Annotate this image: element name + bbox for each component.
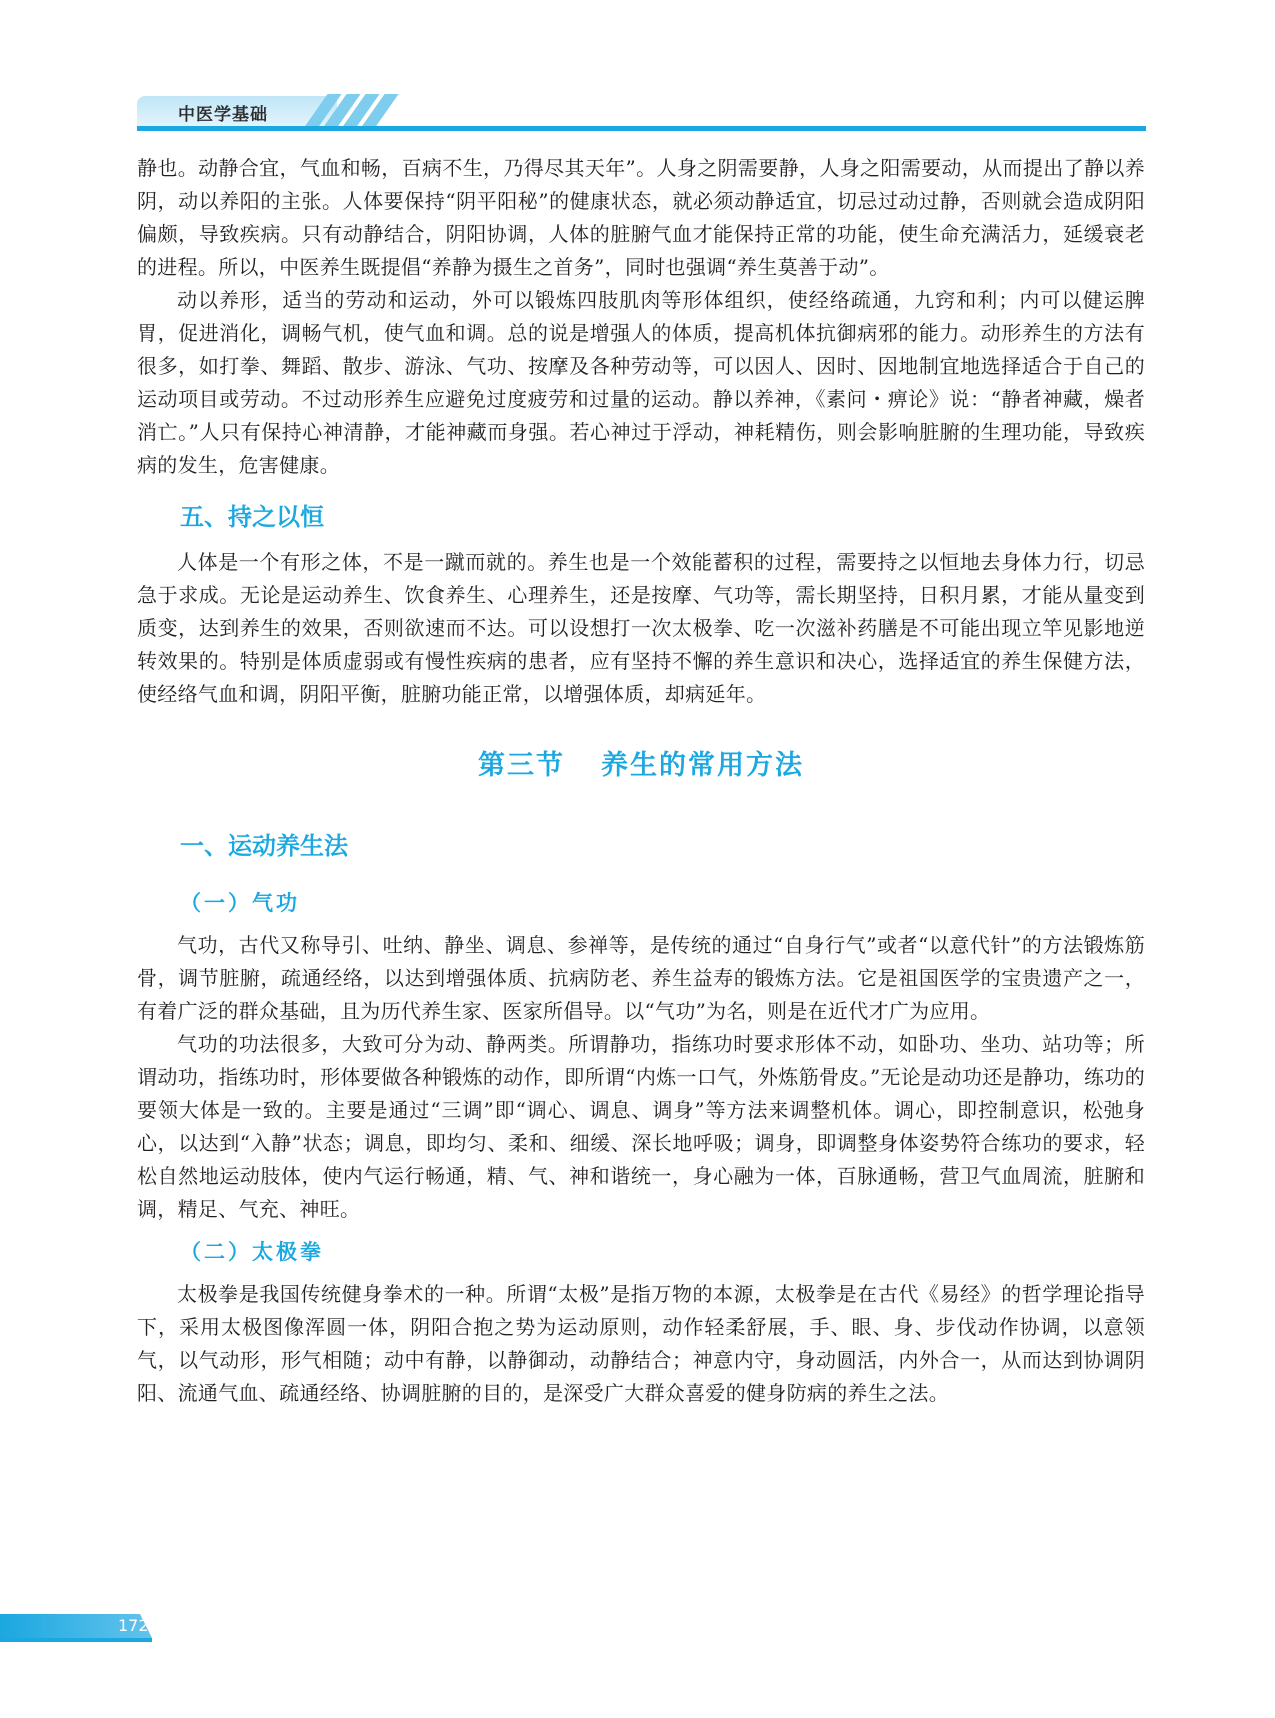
header-rule — [137, 126, 1146, 131]
page-header — [0, 90, 1275, 135]
minor-heading-qigong: （一）气功 — [180, 890, 300, 915]
footer-rule — [0, 1638, 152, 1642]
page-footer — [0, 1614, 1275, 1644]
subheading-exercise: 一、运动养生法 — [180, 832, 348, 860]
body-paragraph: 气功的功法很多，大致可分为动、静两类。所谓静功，指练功时要求形体不动，如卧功、坐功、站功等；所谓动功，指练功时，形体要做各种锻炼的动作，即所谓“内炼一口气，外炼筋骨皮。”无论是动功还是静功，练功的要领大体是一致的。主要是通过“三调”即“调心、调息、调身”等方法来调整机体。调心，即控制意识，松弛身心，以达到“入静”状态；调息，即均匀、柔和、细缓、深长地呼吸；调身，即调整身体姿势符合练功的要求，轻松自然地运动肢体，使内气运行畅通，精、气、神和谐统一，身心融为一体，百脉通畅，营卫气血周流，脏腑和调，精足、气充、神旺。 — [137, 1032, 1145, 1221]
page-number: 172 — [118, 1616, 149, 1635]
section-number: 第三节 — [478, 750, 565, 781]
subheading-persistence: 五、持之以恒 — [180, 503, 324, 531]
section-title — [137, 743, 1145, 782]
body-paragraph: 气功，古代又称导引、吐纳、静坐、调息、参禅等，是传统的通过“自身行气”或者“以意代针”的方法锻炼筋骨，调节脏腑，疏通经络，以达到增强体质、抗病防老、养生益寿的锻炼方法。它是祖国医学的宝贵遗产之一，有着广泛的群众基础，且为历代养生家、医家所倡导。以“气功”为名，则是在近代才广为应用。 — [137, 933, 1145, 1023]
body-paragraph: 静也。动静合宜，气血和畅，百病不生，乃得尽其天年”。人身之阴需要静，人身之阳需要动，从而提出了静以养阴，动以养阳的主张。人体要保持“阴平阳秘”的健康状态，就必须动静适宜，切忌过动过静，否则就会造成阴阳偏颇，导致疾病。只有动静结合，阴阳协调，人体的脏腑气血才能保持正常的功能，使生命充满活力，延缓衰老的进程。所以，中医养生既提倡“养静为摄生之首务”，同时也强调“养生莫善于动”。 — [137, 156, 1145, 279]
body-paragraph: 动以养形，适当的劳动和运动，外可以锻炼四肢肌肉等形体组织，使经络疏通，九窍和利；内可以健运脾胃，促进消化，调畅气机，使气血和调。总的说是增强人的体质，提高机体抗御病邪的能力。动形养生的方法有很多，如打拳、舞蹈、散步、游泳、气功、按摩及各种劳动等，可以因人、因时、因地制宜地选择适合于自己的运动项目或劳动。不过动形养生应避免过度疲劳和过量的运动。静以养神，《素问・痹论》说：“静者神藏，燥者消亡。”人只有保持心神清静，才能神藏而身强。若心神过于浮动，神耗精伤，则会影响脏腑的生理功能，导致疾病的发生，危害健康。 — [137, 288, 1145, 477]
minor-heading-taiji: （二）太极拳 — [180, 1239, 324, 1264]
body-paragraph: 太极拳是我国传统健身拳术的一种。所谓“太极”是指万物的本源，太极拳是在古代《易经》的哲学理论指导下，采用太极图像浑圆一体，阴阳合抱之势为运动原则，动作轻柔舒展，手、眼、身、步伐动作协调，以意领气，以气动形，形气相随；动中有静，以静御动，动静结合；神意内守，身动圆活，内外合一，从而达到协调阴阳、流通气血、疏通经络、协调脏腑的目的，是深受广大群众喜爱的健身防病的养生之法。 — [137, 1282, 1145, 1405]
book-title: 中医学基础 — [178, 105, 268, 125]
body-paragraph: 人体是一个有形之体，不是一蹴而就的。养生也是一个效能蓄积的过程，需要持之以恒地去身体力行，切忌急于求成。无论是运动养生、饮食养生、心理养生，还是按摩、气功等，需长期坚持，日积月累，才能从量变到质变，达到养生的效果，否则欲速而不达。可以设想打一次太极拳、吃一次滋补药膳是不可能出现立竿见影地逆转效果的。特别是体质虚弱或有慢性疾病的患者，应有坚持不懈的养生意识和决心，选择适宜的养生保健方法，使经络气血和调，阴阳平衡，脏腑功能正常，以增强体质，却病延年。 — [137, 550, 1145, 706]
section-name: 养生的常用方法 — [601, 750, 804, 781]
page-content — [137, 152, 1145, 1410]
